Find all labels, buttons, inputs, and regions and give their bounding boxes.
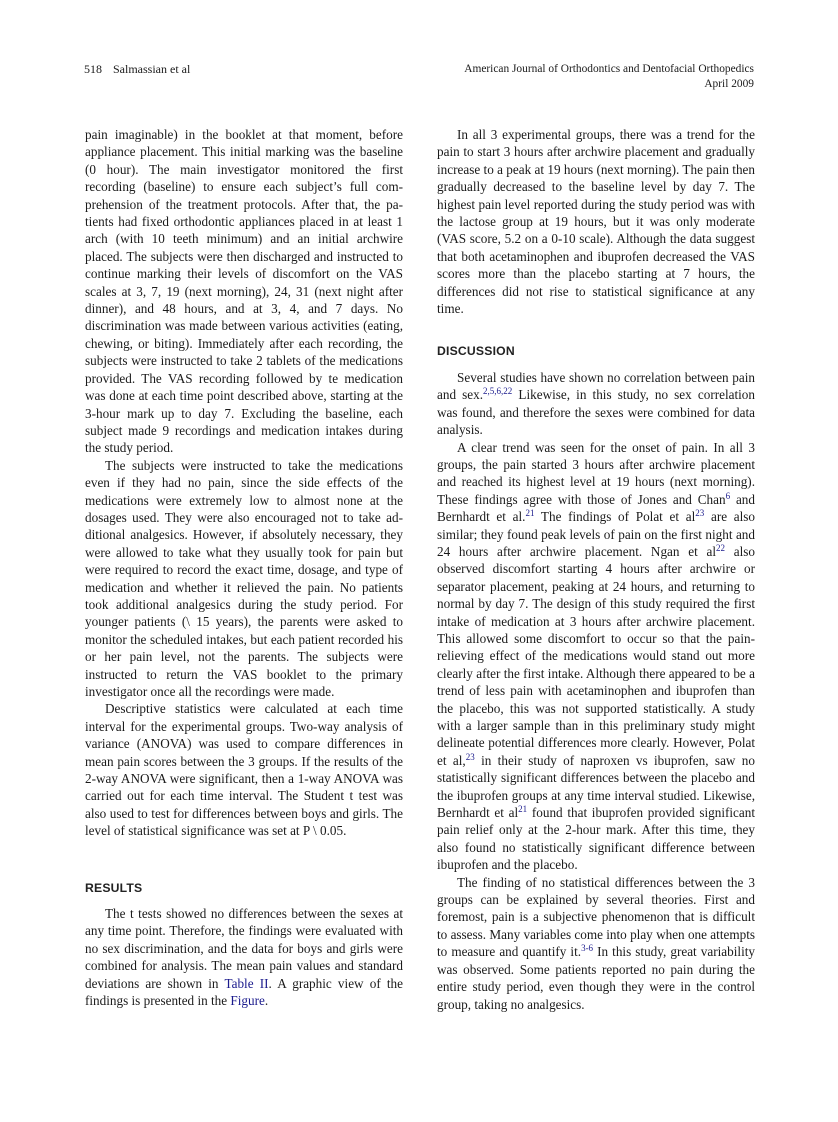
results-paragraph-2: In all 3 experimental groups, there was a trend for the pain to start 3 hours after archwire placement and gradually increase to a peak at 19 hours (next morning). The pain then gradually decreased to the baseline level by day 7. The highest pain level reported during the study period was with the lactose group at 19 hours, but it was only moderate (VAS score, 5.2 on a 0-10 scale). Although the data suggest that both acetaminophen and ibuprofen decreased the VAS scores more than the placebo starting at 7 hours, the differences did not rise to statistical significance at any time.	[437, 127, 755, 317]
citation-ref[interactable]: 21	[525, 508, 535, 519]
discussion-text: found that ibuprofen provided significant pain relief only at the 2-hour mark. After this time, they also found no statistically significant difference between ibuprofen and the placebo.	[437, 805, 756, 873]
methods-paragraph-3: Descriptive statistics were calculated at each time interval for the experimental groups. Two-way analysis of variance (ANOVA) was used to compare differences in mean pain scores between the 3 groups. If the results of the 2-way ANOVA were significant, then a 1-way ANOVA was carried out for each time interval. The Student t test was also used to test for differences between boys and girls. The level of statistical significance was set at P \ 0.05.	[85, 701, 403, 839]
left-column	[85, 126, 403, 1010]
results-text-b: . A graphic view of the findings is presented in the	[85, 975, 404, 1009]
discussion-paragraph-2	[437, 439, 755, 874]
discussion-text: and Bernhardt et al.	[437, 491, 755, 525]
citation-ref[interactable]: 23	[695, 508, 705, 519]
results-text-a: The t tests showed no differences between the sexes at any time point. Therefore, the findings were evaluated with no sex discrimination, and the data for boys and girls were combined for analysis. The mean pain values and standard deviations are shown in	[85, 906, 403, 991]
citation-ref[interactable]: 6	[725, 490, 731, 501]
discussion-text: in their study of naproxen vs ibuprofen, saw no statistically significant differences between the placebo and the ibuprofen groups at any time interval studied. Likewise, Bernhardt et al	[437, 752, 755, 821]
issue-date: April 2009	[704, 78, 754, 90]
right-column	[437, 126, 755, 1013]
author-line: Salmassian et al	[113, 62, 191, 76]
running-head-right	[464, 62, 754, 92]
results-heading: RESULTS	[85, 880, 143, 895]
citation-ref[interactable]: 2,5,6,22	[483, 386, 513, 397]
citation-ref[interactable]: 21	[518, 804, 528, 815]
citation-ref[interactable]: 3-6	[581, 943, 594, 954]
running-head-left	[84, 62, 190, 77]
discussion-paragraph-3	[437, 874, 755, 1013]
discussion-text: In this study, great variability was observed. Some patients reported no pain during the entire study period, even though they were in the control group, taking no analgesics.	[437, 944, 755, 1012]
journal-title: American Journal of Orthodontics and Dentofacial Orthopedics	[464, 63, 754, 75]
results-text-c: .	[264, 993, 269, 1009]
discussion-paragraph-1	[437, 369, 755, 439]
discussion-text: A clear trend was seen for the onset of pain. In all 3 groups, the pain started 3 hours after archwire placement and reached its highest level at 19 hours (next morning). These findings agree with those of Jones and Chan	[437, 439, 755, 507]
citation-ref[interactable]: 23	[465, 751, 475, 762]
page-number: 518	[84, 62, 102, 76]
discussion-text: Likewise, in this study, no sex correlation was found, and therefore the sexes were combined for data analysis.	[437, 387, 755, 438]
table-ii-link[interactable]: Table II	[224, 975, 269, 991]
results-paragraph-1	[85, 905, 403, 1009]
methods-paragraph-2: The subjects were instructed to take the medications even if they had no pain, since the side effects of the medications were extremely low to almost none at the dosages used. They were also encouraged not to take additional analgesics. However, if absolutely necessary, they were allowed to take what they usually took for pain but were required to record the exact time, dosage, and type of medication and whether it relieved the pain. No patients took additional analgesics during the study period. For younger patients (\ 15 years), the parents were asked to monitor the scheduled intakes, but each patient recorded his or her pain level, not the parents. The subjects were instructed to return the VAS booklet to the primary investigator once all the recordings were made.	[85, 457, 403, 699]
discussion-text: are also similar; they found peak levels of pain on the first night and 24 hours after archwire placement. Ngan et al	[437, 509, 756, 559]
discussion-text: The finding of no statistical differences between the 3 groups can be explained by several theories. First and foremost, pain is a subjective phenomenon that is difficult to assess. Many variables come into play when one attempts to measure and quantify it.	[437, 874, 755, 960]
citation-ref[interactable]: 22	[716, 542, 726, 553]
discussion-text: The findings of Polat et al	[534, 509, 696, 525]
figure-link[interactable]: Figure	[230, 993, 265, 1009]
discussion-heading: DISCUSSION	[437, 344, 515, 359]
discussion-text: Several studies have shown no correlation between pain and sex.	[437, 369, 755, 403]
methods-paragraph-1: pain imaginable) in the booklet at that moment, before appliance placement. This initial marking was the baseline (0 hour). The main investigator monitored the first recording (baseline) to ensure each subject’s full comprehension of the treatment protocols. After that, the patients had fixed orthodontic appliances placed in at least 1 arch (with 10 teeth minimum) and an initial archwire placed. The subjects were then discharged and instructed to continue marking their levels of discomfort on the VAS scales at 3, 7, 19 (next morning), 24, 31 (next night after dinner), and 48 hours, and at 3, 4, and 7 days. No discrimination was made between various activities (eating, chewing, or biting). Immediately after each recording, the subjects were instructed to take 2 tablets of the medications provided. The VAS recording followed by te medication was done at each time point described above, starting at the 3-hour mark up to day 7. Excluding the baseline, each subject made 9 recordings and medication intakes during the study period.	[85, 127, 403, 456]
discussion-text: also observed discomfort starting 4 hours after archwire or separator placement, peaking at 24 hours, and returning to normal by day 7. The design of this study required the first intake of medication at 3 hours after archwire placement. This allowed some discomfort to occur so that the pain-relieving effect of the medications would stand out more clearly after the first intake. Although there appeared to be a trend of less pain with acetaminophen and ibuprofen than the placebo, this was not supported statistically. A study with a larger sample than in this preliminary study might delineate potential differences more clearly. However, Polat et al,	[437, 543, 755, 768]
